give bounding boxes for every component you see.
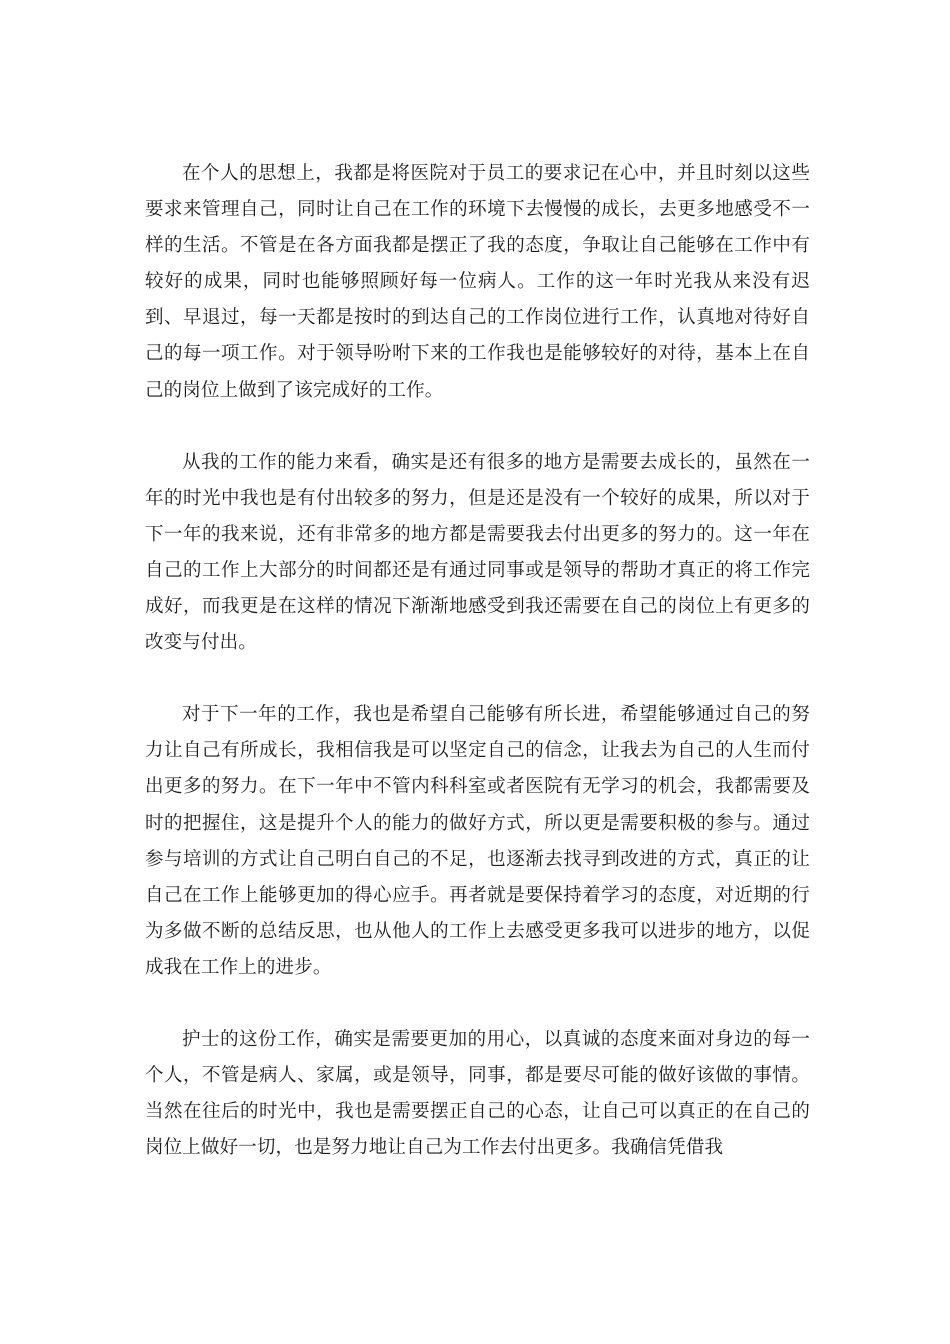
paragraph-1: 在个人的思想上，我都是将医院对于员工的要求记在心中，并且时刻以这些要求来管理自己，同时让自己在工作的环境下去慢慢的成长，去更多地感受不一样的生活。不管是在各方面我都是摆正了我的态度，争取让自己能够在工作中有较好的成果，同时也能够照顾好每一位病人。工作的这一年时光我从来没有迟到、早退过，每一天都是按时的到达自己的工作岗位进行工作，认真地对待好自己的每一项工作。对于领导吩咐下来的工作我也是能够较好的对待，基本上在自己的岗位上做到了该完成好的工作。 — [145, 163, 810, 401]
document-body — [145, 156, 810, 1166]
paragraph-4: 护士的这份工作，确实是需要更加的用心，以真诚的态度来面对身边的每一个人，不管是病人、家属，或是领导，同事，都是要尽可能的做好该做的事情。当然在往后的时光中，我也是需要摆正自己的心态，让自己可以真正的在自己的岗位上做好一切，也是努力地让自己为工作去付出更多。我确信凭借我 — [145, 1028, 810, 1159]
paragraph-3: 对于下一年的工作，我也是希望自己能够有所长进，希望能够通过自己的努力让自己有所成长，我相信我是可以坚定自己的信念，让我去为自己的人生而付出更多的努力。在下一年中不管内科科室或者医院有无学习的机会，我都需要及时的把握住，这是提升个人的能力的做好方式，所以更是需要积极的参与。通过参与培训的方式让自己明白自己的不足，也逐渐去找寻到改进的方式，真正的让自己在工作上能够更加的得心应手。再者就是要保持着学习的态度，对近期的行为多做不断的总结反思，也从他人的工作上去感受更多我可以进步的地方，以促成我在工作上的进步。 — [145, 704, 810, 978]
paragraph-2: 从我的工作的能力来看，确实是还有很多的地方是需要去成长的，虽然在一年的时光中我也是有付出较多的努力，但是还是没有一个较好的成果，所以对于下一年的我来说，还有非常多的地方都是需要我去付出更多的努力的。这一年在自己的工作上大部分的时间都还是有通过同事或是领导的帮助才真正的将工作完成好，而我更是在这样的情况下渐渐地感受到我还需要在自己的岗位上有更多的改变与付出。 — [145, 451, 810, 654]
